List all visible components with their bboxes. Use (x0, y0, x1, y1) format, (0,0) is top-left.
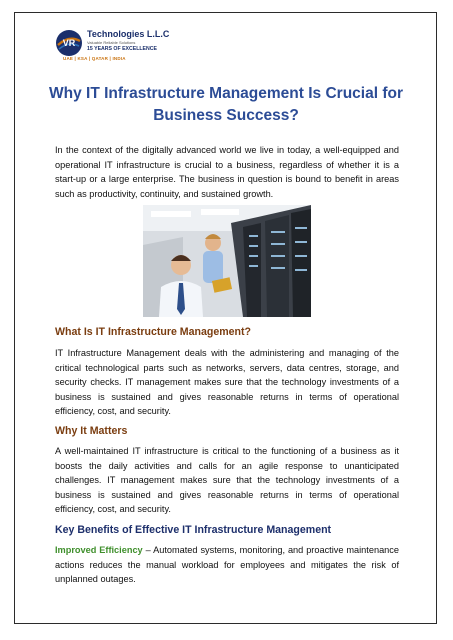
section-body-key-benefits (55, 543, 399, 587)
intro-paragraph: In the context of the digitally advanced world we live in today, a well-equipped and operational IT infrastructure is crucial to a business, regardless of whether it is a start-up or a large enterprise. The business in question is bound to benefit in areas such as productivity, continuity, and sustained growth. (55, 145, 399, 199)
logo-years-badge: 15 YEARS OF EXCELLENCE (87, 46, 157, 52)
document-page (14, 12, 437, 624)
benefit-lead: Improved Efficiency (55, 545, 143, 555)
logo-regions: UAE | KSA | QATAR | INDIA (63, 56, 126, 61)
company-logo (55, 27, 215, 75)
logo-tagline: Valuable Reliable Solutions (87, 40, 136, 45)
section-body-what-is: IT Infrastructure Management deals with the administering and managing of the critical technological parts such as networks, servers, data centres, storage, and security checks. IT management makes sure that the technology investments of a business is sustained and gives reasonable returns in terms of operational efficiency, cost, and security. (55, 348, 399, 417)
section-heading-key-benefits: Key Benefits of Effective IT Infrastructure Management (55, 524, 332, 536)
logo-mark: VR (62, 38, 76, 48)
logo-company-name: Technologies L.L.C (87, 29, 170, 39)
page-title: Why IT Infrastructure Management Is Crucial for Business Success? (49, 85, 403, 124)
section-heading-why-matters: Why It Matters (55, 425, 128, 437)
vr-globe-icon (55, 29, 83, 57)
section-heading-what-is: What Is IT Infrastructure Management? (55, 326, 252, 338)
data-center-photo (143, 205, 311, 317)
section-body-why-matters: A well-maintained IT infrastructure is critical to the functioning of a business as it boosts the daily activities and calls for an agile response to unanticipated challenges. IT management makes sure that the technology investments of a business is sustained and gives reasonable returns in terms of operational efficiency, cost, and security. (55, 446, 399, 515)
benefit-text: – Automated systems, monitoring, and proactive maintenance actions reduces the manual workload for employees and mitigates the risk of unplanned outages. (55, 545, 399, 585)
